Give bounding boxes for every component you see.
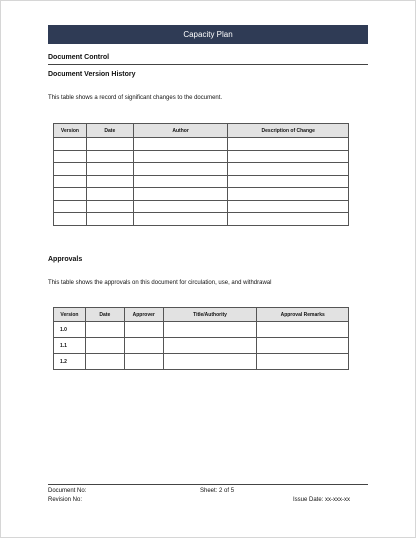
table-cell <box>54 163 87 176</box>
issue-date: Issue Date: xx-xxx-xx <box>293 497 351 503</box>
version-history-description: This table shows a record of significant changes to the document. <box>48 95 223 101</box>
table-cell <box>228 138 349 151</box>
table-cell <box>228 200 349 213</box>
version-history-header-row <box>54 124 349 138</box>
table-cell <box>133 213 228 226</box>
table-cell <box>54 150 87 163</box>
column-header: Version <box>54 124 87 138</box>
column-header: Title/Authority <box>163 308 257 322</box>
table-row <box>54 200 349 213</box>
table-cell: 1.1 <box>54 338 86 354</box>
table-cell <box>86 175 133 188</box>
footer-rule <box>48 484 368 485</box>
table-row <box>54 138 349 151</box>
table-cell <box>54 188 87 201</box>
table-cell <box>124 322 163 338</box>
table-cell <box>86 200 133 213</box>
table-row <box>54 163 349 176</box>
column-header: Date <box>85 308 124 322</box>
table-cell <box>86 150 133 163</box>
table-row <box>54 354 349 370</box>
column-header: Version <box>54 308 86 322</box>
table-row <box>54 175 349 188</box>
table-cell <box>163 338 257 354</box>
column-header: Author <box>133 124 228 138</box>
table-cell <box>228 175 349 188</box>
table-cell <box>133 163 228 176</box>
table-cell <box>163 354 257 370</box>
table-row <box>54 322 349 338</box>
table-cell <box>54 200 87 213</box>
table-cell <box>124 354 163 370</box>
table-row <box>54 213 349 226</box>
table-cell <box>133 175 228 188</box>
table-row <box>54 150 349 163</box>
table-cell <box>228 213 349 226</box>
table-cell <box>133 138 228 151</box>
revision-no-label: Revision No: <box>48 497 83 503</box>
table-cell <box>86 138 133 151</box>
table-cell <box>133 188 228 201</box>
table-cell <box>124 338 163 354</box>
table-cell <box>54 213 87 226</box>
table-cell <box>86 163 133 176</box>
column-header: Description of Change <box>228 124 349 138</box>
column-header: Approver <box>124 308 163 322</box>
heading-rule <box>48 64 368 65</box>
table-cell <box>133 150 228 163</box>
table-cell <box>228 188 349 201</box>
table-cell: 1.0 <box>54 322 86 338</box>
table-row <box>54 188 349 201</box>
document-no-label: Document No: <box>48 488 87 494</box>
table-cell <box>228 163 349 176</box>
column-header: Approval Remarks <box>257 308 349 322</box>
table-cell <box>228 150 349 163</box>
document-title-banner <box>48 25 368 44</box>
approvals-header-row <box>54 308 349 322</box>
table-cell: 1.2 <box>54 354 86 370</box>
table-cell <box>86 213 133 226</box>
approvals-table <box>53 307 349 370</box>
table-cell <box>163 322 257 338</box>
approvals-heading: Approvals <box>48 256 83 263</box>
table-cell <box>257 322 349 338</box>
table-cell <box>54 175 87 188</box>
version-history-heading: Document Version History <box>48 71 136 78</box>
column-header: Date <box>86 124 133 138</box>
version-history-table <box>53 123 349 226</box>
document-control-heading: Document Control <box>48 54 110 61</box>
table-cell <box>85 354 124 370</box>
table-cell <box>85 322 124 338</box>
document-title: Capacity Plan <box>183 30 233 39</box>
table-cell <box>257 338 349 354</box>
sheet-number: Sheet: 2 of 5 <box>200 488 235 494</box>
table-cell <box>86 188 133 201</box>
table-cell <box>85 338 124 354</box>
table-cell <box>257 354 349 370</box>
table-row <box>54 338 349 354</box>
approvals-description: This table shows the approvals on this document for circulation, use, and withdrawal <box>48 280 272 286</box>
table-cell <box>133 200 228 213</box>
table-cell <box>54 138 87 151</box>
